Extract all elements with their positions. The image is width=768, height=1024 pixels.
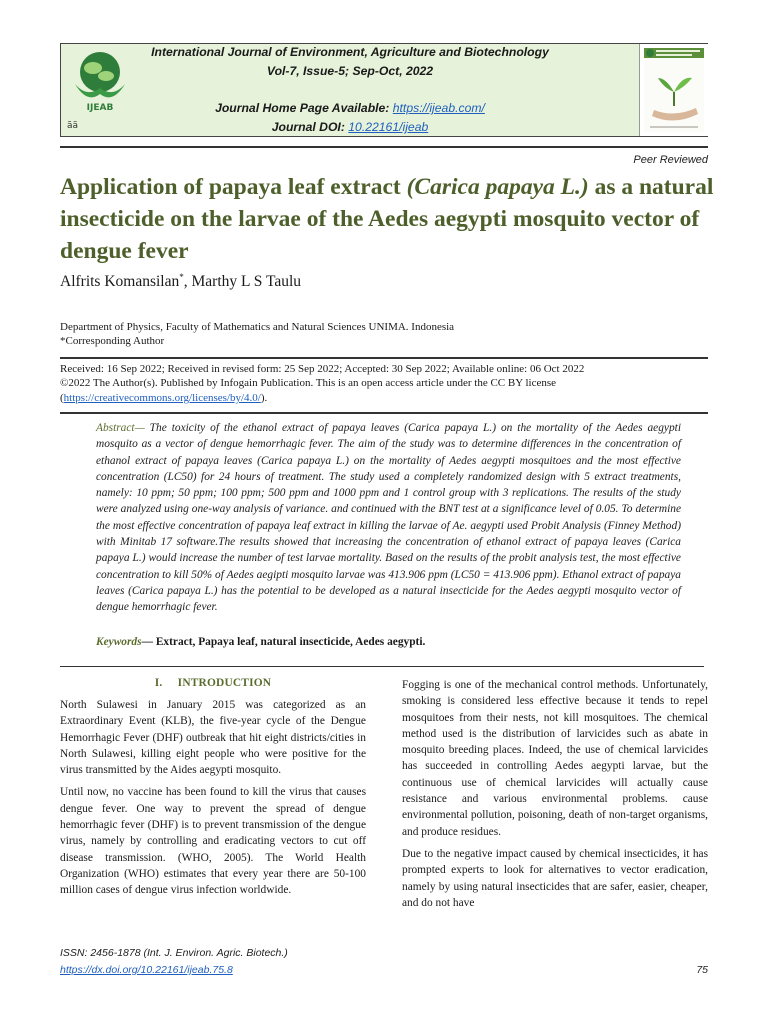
doi-label: Journal DOI: bbox=[271, 120, 349, 134]
journal-logo-text: IJEAB bbox=[86, 103, 114, 113]
peer-reviewed-label: Peer Reviewed bbox=[633, 154, 708, 166]
home-page-link[interactable]: https://ijeab.com/ bbox=[392, 101, 485, 115]
journal-doi bbox=[61, 120, 639, 134]
left-column bbox=[60, 697, 366, 905]
footer-doi-link[interactable]: https://dx.doi.org/10.22161/ijeab.75.8 bbox=[60, 964, 233, 976]
journal-name: International Journal of Environment, Agriculture and Biotechnology bbox=[151, 45, 549, 59]
affiliation: Department of Physics, Faculty of Mathematics and Natural Sciences UNIMA. Indonesia bbox=[60, 321, 455, 333]
journal-cover bbox=[639, 44, 708, 136]
paragraph: Until now, no vaccine has been found to kill the virus that causes dengue fever. One way to prevent the spread of dengue hemorrhagic fever (DHF) is to prevent transmission of the dengue virus, namely by controlling and eradicating vectors to cut off disease transmission. (WHO, 2005). The World Health Organization (WHO) estimates that every year there are 50-100 million cases of dengue virus infection worldwide. bbox=[60, 786, 366, 897]
body-top-rule bbox=[60, 666, 704, 667]
logo-mark: ãã bbox=[67, 121, 79, 131]
title-species: (Carica papaya L.) bbox=[406, 174, 589, 200]
authors bbox=[60, 272, 660, 291]
license-link[interactable]: https://creativecommons.org/licenses/by/4.0/ bbox=[63, 392, 261, 404]
author-2: , Marthy L S Taulu bbox=[183, 273, 302, 291]
license bbox=[60, 392, 267, 404]
page-number: 75 bbox=[696, 964, 708, 976]
abstract-top-rule bbox=[60, 412, 708, 414]
abstract-text: The toxicity of the ethanol extract of papaya leaves (Carica papaya L.) on the mortality of the Aedes aegypti mosquito as a vector of dengue hemorrhagic fever. The aim of the study was to determine differences in the concentration of ethanol extract of papaya leaves (Carica papaya L.) on the mortality of Aedes aegypti mosquitoes and the most effective concentration (LC50) for 24 hours of treatment. The study used a completely randomized design with 5 extract treatments, namely: 10 ppm; 50 ppm; 100 ppm; 500 ppm and 1000 ppm and 1 control group with 3 replications. The results of the study were analyzed using one-way analysis of variance. and continued with the BNT test at a significance level of 0.05. To determine the most effective concentration of papaya leaf extract in killing the larvae of Ae. aegypti used Probit Analysis (Finney Method) with Minitab 17 software.The results showed that increasing the concentration of ethanol extract of papaya leaves (Carica papaya L.) would increase the number of test larvae mortality. Based on the results of the probit analysis test, the most effective concentration to kill 50% of Aedes aegipti mosquito larvae was 413.906 ppm (LC50 = 413.906 ppm). Ethanol extract of papaya leaves (Carica papaya L.) has the potential to be developed as a natural insecticide for the Aedes aegypti mosquito vector of dengue hemorrhagic fever. bbox=[96, 422, 681, 614]
author-1: Alfrits Komansilan bbox=[60, 273, 180, 291]
copyright: ©2022 The Author(s). Published by Infogain Publication. This is an open access article under the CC BY license bbox=[60, 377, 557, 389]
corresponding-mark: * bbox=[179, 272, 184, 282]
keywords bbox=[96, 636, 681, 648]
section-heading: I. INTRODUCTION bbox=[154, 677, 272, 689]
dates-top-rule bbox=[60, 357, 708, 359]
journal-home-page bbox=[61, 101, 639, 115]
journal-header bbox=[60, 43, 708, 137]
paragraph: North Sulawesi in January 2015 was categorized as an Extraordinary Event (KLB), the five-year cycle of the Dengue Hemorrhagic Fever (DHF) outbreak that hit eight districts/cities in North Sulawesi, killing eight people who were positive for the virus transmitted by the Aides aegypti mosquito. bbox=[60, 699, 366, 777]
abstract-label: Abstract— bbox=[96, 422, 145, 434]
journal-header-panel bbox=[61, 44, 639, 136]
license-open: ( bbox=[60, 392, 64, 404]
corresponding-author: *Corresponding Author bbox=[60, 335, 165, 347]
footer-issn: ISSN: 2456-1878 (Int. J. Environ. Agric. Biotech.) bbox=[60, 947, 288, 959]
header-rule bbox=[60, 146, 708, 148]
article-dates: Received: 16 Sep 2022; Received in revised form: 25 Sep 2022; Accepted: 30 Sep 2022; Available online: 06 Oct 2022 bbox=[60, 363, 585, 375]
license-close: ). bbox=[260, 392, 268, 404]
keywords-label: Keywords bbox=[96, 636, 142, 648]
abstract bbox=[96, 420, 681, 616]
title-part-1: Application of papaya leaf extract bbox=[60, 174, 407, 200]
title-part-2: as a natural insecticide on the larvae of the Aedes aegypti mosquito vector of dengue fever bbox=[60, 174, 714, 264]
journal-volume: Vol-7, Issue-5; Sep-Oct, 2022 bbox=[266, 64, 434, 78]
journal-cover-icon bbox=[644, 48, 704, 132]
paragraph: Due to the negative impact caused by chemical insecticides, it has prompted experts to look for alternatives to vector eradication, namely by using natural insecticides that are safer, easier, cheaper, and do not have bbox=[402, 847, 708, 909]
keywords-text: — Extract, Papaya leaf, natural insecticide, Aedes aegypti. bbox=[141, 636, 426, 648]
home-page-label: Journal Home Page Available: bbox=[215, 101, 393, 115]
journal-doi-link[interactable]: 10.22161/ijeab bbox=[348, 120, 429, 134]
paper-title bbox=[60, 171, 720, 267]
right-column bbox=[402, 677, 708, 917]
paragraph: Fogging is one of the mechanical control methods. Unfortunately, smoking is considered less effective because it tends to repel mosquitoes from their nests, not kill mosquitoes. The chemical method used is the distribution of larvicides such as abate in mosquito breeding places. Indeed, the use of chemical larvicides has succeeded in controlling Aedes aegypti larvae, but the continuous use of chemical larvicides will actually cause resistance and various environmental problems. cause environmental pollution, poisoning, death of non-target organisms, and produce residues. bbox=[402, 679, 708, 838]
